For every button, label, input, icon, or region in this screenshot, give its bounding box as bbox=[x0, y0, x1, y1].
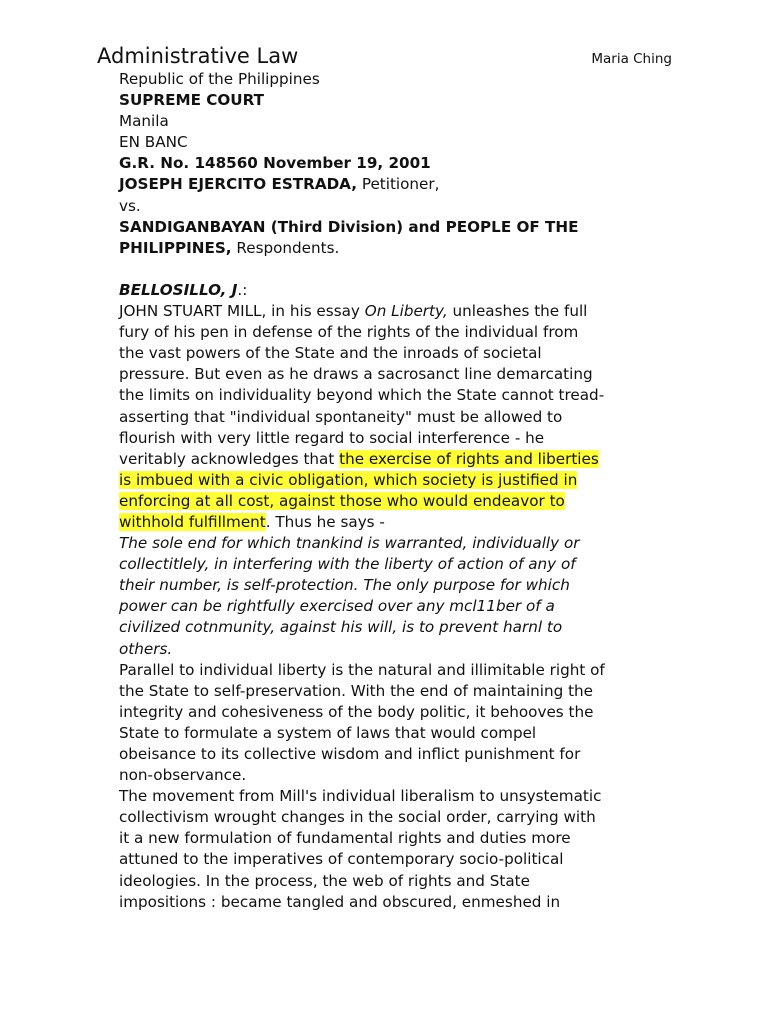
quote-line: civilized cotnmunity, against his will, is to prevent harnl to bbox=[119, 618, 563, 637]
caption-division: EN BANC bbox=[119, 133, 188, 152]
quote-line: their number, is self-protection. The only purpose for which bbox=[119, 576, 570, 595]
paragraph-line: integrity and cohesiveness of the body politic, it behooves the bbox=[119, 702, 594, 721]
paragraph-line: State to formulate a system of laws that would compel bbox=[119, 723, 537, 742]
case-number: G.R. No. 148560 November 19, 2001 bbox=[119, 154, 431, 173]
text-run: JOHN STUART MILL, in his essay bbox=[119, 302, 365, 321]
text-run: unleashes the full bbox=[447, 302, 588, 321]
petitioner-line bbox=[119, 174, 659, 195]
paragraph-line: ideologies. In the process, the web of rights and State bbox=[119, 871, 530, 890]
quote-line: The sole end for which tnankind is warranted, individually or bbox=[119, 534, 580, 553]
paragraph-line: fury of his pen in defense of the rights of the individual from bbox=[119, 323, 579, 342]
quote-line: others. bbox=[119, 639, 173, 658]
respondents-name: PHILIPPINES, bbox=[119, 238, 232, 257]
respondents-role: Respondents. bbox=[231, 238, 340, 257]
paragraph-line: asserting that "individual spontaneity" must be allowed to bbox=[119, 407, 563, 426]
ponente-suffix: .: bbox=[237, 280, 248, 299]
caption-city: Manila bbox=[119, 112, 169, 131]
ponente-line bbox=[119, 280, 659, 301]
paragraph-line: attuned to the imperatives of contemporary socio-political bbox=[119, 850, 564, 869]
paragraph-line: Parallel to individual liberty is the natural and illimitable right of bbox=[119, 660, 605, 679]
respondents-line-1: SANDIGANBAYAN (Third Division) and PEOPLE OF THE bbox=[119, 217, 579, 236]
paragraph-line: the limits on individuality beyond which the State cannot tread- bbox=[119, 386, 605, 405]
document-body bbox=[119, 69, 659, 913]
book-title: On Liberty, bbox=[364, 302, 448, 321]
highlighted-text: withhold fulfillment bbox=[119, 512, 266, 531]
text-run: . Thus he says - bbox=[265, 512, 385, 531]
versus-line: vs. bbox=[119, 196, 141, 215]
paragraph-2 bbox=[119, 660, 659, 787]
document-title: Administrative Law bbox=[97, 44, 299, 68]
page-header bbox=[0, 0, 768, 70]
caption-republic: Republic of the Philippines bbox=[119, 70, 320, 88]
paragraph-line: collectivism wrought changes in the social order, carrying with bbox=[119, 808, 596, 827]
text-run: veritably acknowledges that bbox=[119, 449, 340, 468]
paragraph-1 bbox=[119, 301, 659, 533]
paragraph-line bbox=[119, 512, 659, 533]
paragraph-line: non-observance. bbox=[119, 766, 247, 785]
paragraph-line: obeisance to its collective wisdom and inflict punishment for bbox=[119, 745, 581, 763]
quote-line: collectitlely, in interfering with the liberty of action of any of bbox=[119, 555, 576, 574]
paragraph-line: it a new formulation of fundamental rights and duties more bbox=[119, 829, 571, 848]
caption-court: SUPREME COURT bbox=[119, 91, 265, 110]
paragraph-line: the State to self-preservation. With the end of maintaining the bbox=[119, 681, 594, 700]
respondents-line-2 bbox=[119, 238, 659, 259]
section-spacer bbox=[119, 259, 659, 280]
highlighted-text: enforcing at all cost, against those who would endeavor to bbox=[119, 491, 565, 510]
author-name: Maria Ching bbox=[591, 51, 672, 67]
block-quote bbox=[119, 533, 659, 660]
paragraph-3 bbox=[119, 786, 659, 913]
highlighted-text: the exercise of rights and liberties bbox=[339, 449, 599, 468]
petitioner-name: JOSEPH EJERCITO ESTRADA, bbox=[119, 175, 357, 194]
paragraph-line bbox=[119, 491, 659, 512]
paragraph-line bbox=[119, 301, 659, 322]
highlighted-text: is imbued with a civic obligation, which society is justified in bbox=[119, 470, 578, 489]
quote-line: power can be rightfully exercised over any mcl11ber of a bbox=[119, 597, 555, 616]
paragraph-line: pressure. But even as he draws a sacrosanct line demarcating bbox=[119, 365, 593, 384]
paragraph-line bbox=[119, 449, 659, 470]
paragraph-line: The movement from Mill's individual liberalism to unsystematic bbox=[119, 787, 602, 806]
paragraph-line: impositions : became tangled and obscured, enmeshed in bbox=[119, 892, 561, 911]
paragraph-line: flourish with very little regard to social interference - he bbox=[119, 428, 545, 447]
paragraph-line: the vast powers of the State and the inroads of societal bbox=[119, 344, 542, 363]
petitioner-role: Petitioner, bbox=[357, 175, 440, 194]
paragraph-line bbox=[119, 470, 659, 491]
ponente-name: BELLOSILLO, J bbox=[119, 280, 238, 299]
